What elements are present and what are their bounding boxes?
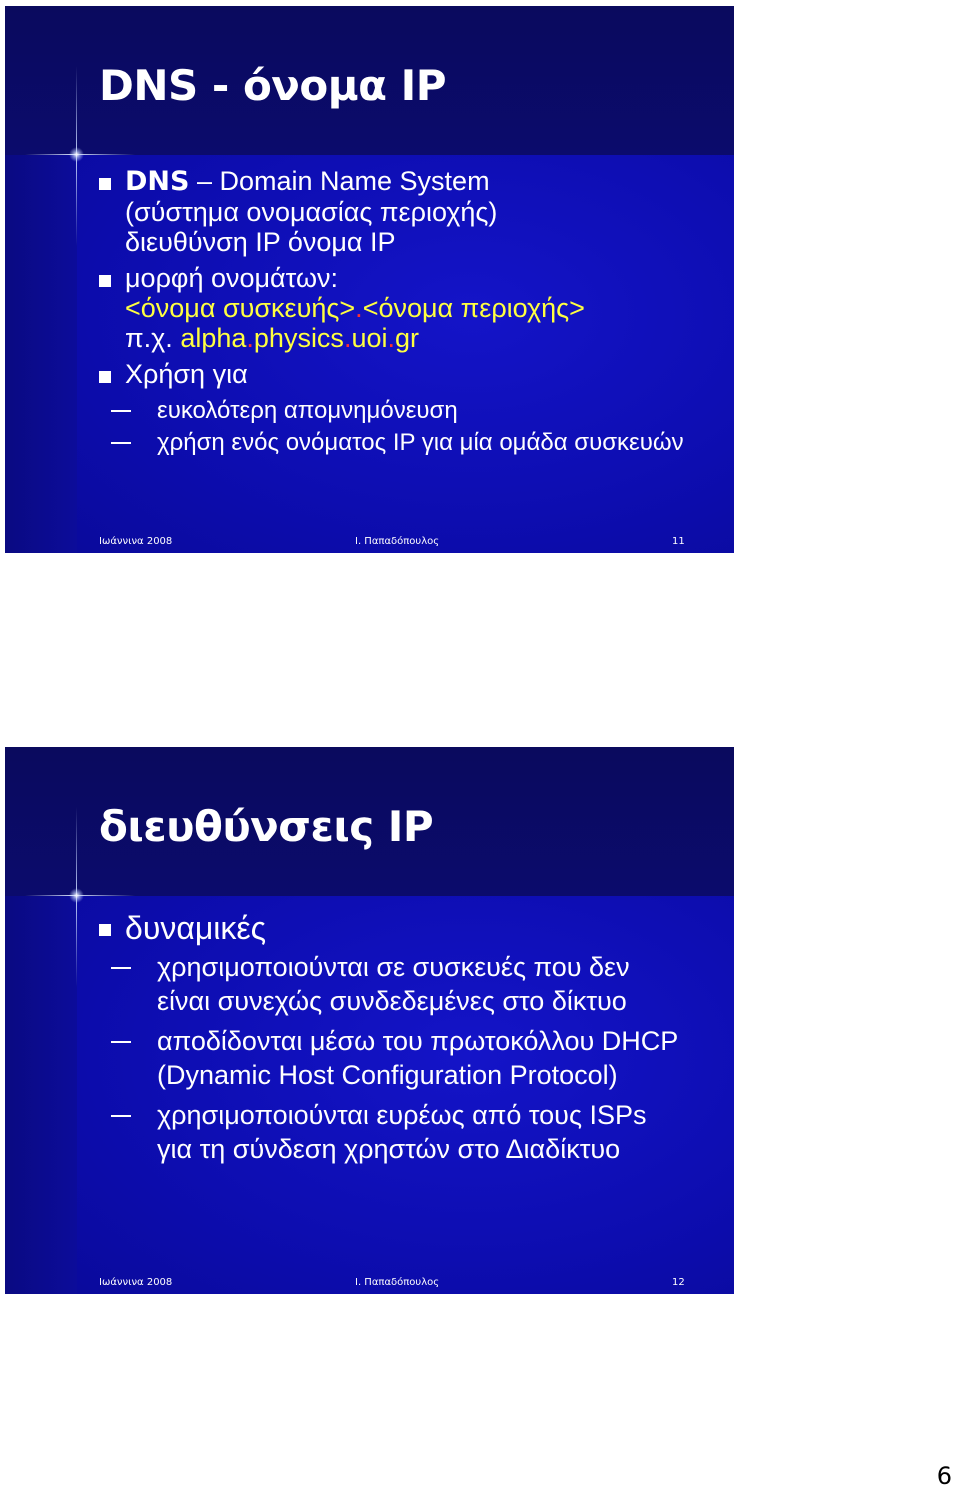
dash-bullet-icon — [111, 410, 131, 412]
sub-line: αποδίδονται μέσω του πρωτοκόλλου DHCP — [157, 1026, 679, 1056]
sub-bullet — [99, 1024, 729, 1092]
footer-location: Ιωάννινα 2008 — [99, 1277, 173, 1288]
separator-dot: . — [355, 293, 363, 323]
footer-author: Ι. Παπαδόπουλος — [355, 536, 440, 547]
sub-line: είναι συνεχώς συνδεδεμένες στο δίκτυο — [157, 986, 627, 1016]
bullet-list — [99, 166, 729, 459]
sub-line: χρησιμοποιούνται ευρέως από τους ISPs — [157, 1100, 647, 1130]
decor-sparkle-icon — [69, 888, 84, 903]
bullet-list — [99, 910, 729, 1172]
highlight-text: <όνομα περιοχής> — [362, 293, 585, 323]
bullet-line — [125, 293, 729, 323]
separator-dot: . — [343, 323, 352, 353]
footer-slide-number: 12 — [672, 1277, 685, 1288]
left-band — [5, 155, 77, 553]
bullet-usage — [99, 359, 729, 389]
sub-line: (Dynamic Host Configuration Protocol) — [157, 1060, 618, 1090]
slide-12 — [5, 747, 734, 1294]
footer-author: Ι. Παπαδόπουλος — [355, 1277, 440, 1288]
sub-line: χρήση ενός ονόματος IP για μία ομάδα συσκευών — [157, 429, 684, 456]
slide-title: διευθύνσεις IP — [99, 802, 434, 851]
slide-11 — [5, 6, 734, 553]
sub-line: για τη σύνδεση χρηστών στο Διαδίκτυο — [157, 1134, 621, 1164]
highlight-text: physics — [253, 323, 344, 353]
dash-bullet-icon — [111, 1115, 131, 1117]
dash-bullet-icon — [111, 1041, 131, 1043]
slide-title: DNS - όνομα IP — [99, 61, 447, 110]
bullet-line: δυναμικές — [125, 910, 267, 946]
bullet-dynamic — [99, 910, 729, 946]
highlight-text: gr — [395, 323, 420, 353]
highlight-text: alpha — [180, 323, 247, 353]
line-text: π.χ. — [125, 323, 181, 353]
square-bullet-icon — [99, 371, 111, 383]
bullet-line — [125, 166, 729, 197]
sub-bullet — [99, 950, 729, 1018]
bullet-line: μορφή ονομάτων: — [125, 263, 339, 293]
footer-location: Ιωάννινα 2008 — [99, 536, 173, 547]
sub-bullet — [99, 1098, 729, 1166]
sub-bullet — [99, 395, 729, 427]
bold-term: DNS — [125, 166, 190, 197]
bullet-dns — [99, 166, 729, 257]
footer-slide-number: 11 — [672, 536, 685, 547]
square-bullet-icon — [99, 924, 111, 936]
left-band — [5, 896, 77, 1294]
highlight-text: uoi — [351, 323, 388, 353]
highlight-text: <όνομα συσκευής> — [125, 293, 356, 323]
bullet-line: Χρήση για — [125, 359, 248, 389]
bullet-line — [125, 323, 729, 353]
bullet-line: (σύστημα ονομασίας περιοχής) — [125, 197, 498, 227]
separator-dot: . — [387, 323, 395, 353]
dash-bullet-icon — [111, 442, 131, 444]
square-bullet-icon — [99, 275, 111, 287]
line-text: – Domain Name System — [189, 166, 490, 196]
sub-line: χρησιμοποιούνται σε συσκευές που δεν — [157, 952, 630, 982]
sub-line: ευκολότερη απομνημόνευση — [157, 397, 458, 424]
bullet-line: διευθύνση IP όνομα IP — [125, 227, 396, 257]
sub-bullet — [99, 427, 729, 459]
square-bullet-icon — [99, 178, 111, 190]
bullet-name-format — [99, 263, 729, 353]
decor-sparkle-icon — [69, 147, 84, 162]
page-number: 6 — [936, 1462, 952, 1490]
dash-bullet-icon — [111, 967, 131, 969]
separator-dot: . — [246, 323, 254, 353]
